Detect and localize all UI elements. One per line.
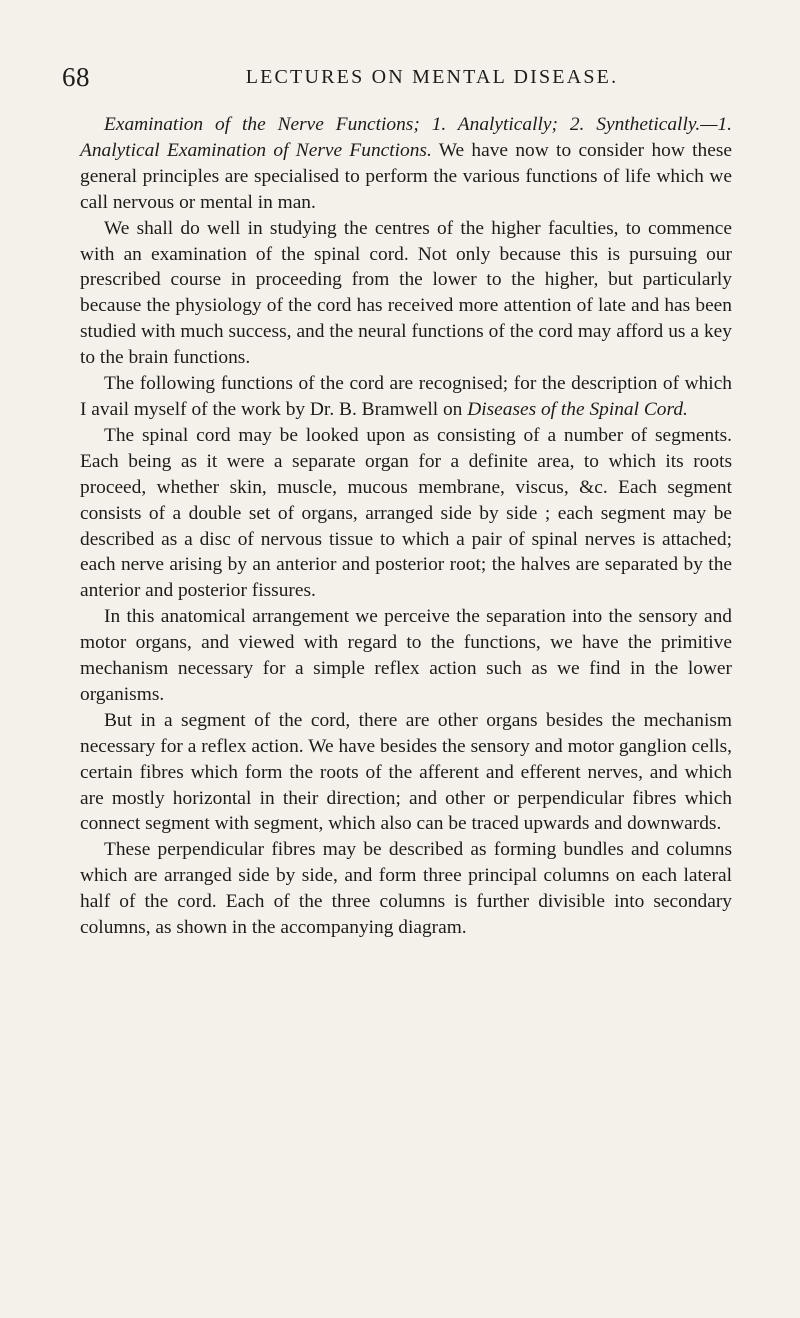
paragraph-5: In this anatomical arrangement we perceive the separation into the sensory and motor organs, and viewed with regard to the functions, we have the primitive mechanism necessary for a simple reflex action such as we find in the lower organisms. (80, 606, 732, 705)
paragraph-7: These perpendicular fibres may be described as forming bundles and columns which are arranged side by side, and form three principal columns on each lateral half of the cord. Each of the three columns is further divisible into secondary columns, as shown in the accompanying diagram. (80, 839, 732, 939)
paragraph-2: We shall do well in studying the centres of the higher faculties, to commence with an examination of the spinal cord. Not only because this is pursuing our prescribed course in proceeding from the lower to the higher, but particularly because the physiology of the cord has received more attention of late and has been studied with much success, and the neural functions of the cord may afford us a key to the brain functions. (80, 217, 732, 369)
paragraph-6: But in a segment of the cord, there are other organs besides the mechanism necessary for a reflex action. We have besides the sensory and motor ganglion cells, certain fibres which form the roots of the afferent and efferent nerves, and which are mostly horizontal in their direction; and other or perpendicular fibres which connect segment with segment, which also can be traced upwards and downwards. (80, 709, 732, 835)
page-number: 68 (62, 62, 90, 92)
section-heading: Examination of the Nerve Functions; 1. Analytically; 2. Synthetically.—1. Analytical Examination of Nerve Functions. (80, 114, 732, 161)
running-head (62, 62, 762, 96)
paragraph-3-text: The following functions of the cord are recognised; for the description of which I avail myself of the work by Dr. B. Bramwell on (80, 373, 732, 420)
body-text (80, 112, 732, 941)
running-title: LECTURES ON MENTAL DISEASE. (245, 66, 619, 88)
paragraph-1-text: We have now to consider how these general principles are specialised to perform the various functions of life which we call nervous or mental in man. (80, 139, 732, 213)
paragraph-1 (80, 112, 732, 216)
paragraph-3 (80, 371, 732, 423)
paragraph-4: The spinal cord may be looked upon as consisting of a number of segments. Each being as it were a separate organ for a definite area, to which its roots proceed, whether skin, muscle, mucous membrane, viscus, &c. Each segment consists of a double set of organs, arranged side by side ; each segment may be described as a disc of nervous tissue to which a pair of spinal nerves is attached; each nerve arising by an anterior and posterior root; the halves are separated by the anterior and posterior fissures. (80, 424, 732, 602)
book-title-reference: Diseases of the Spinal Cord. (467, 398, 688, 420)
